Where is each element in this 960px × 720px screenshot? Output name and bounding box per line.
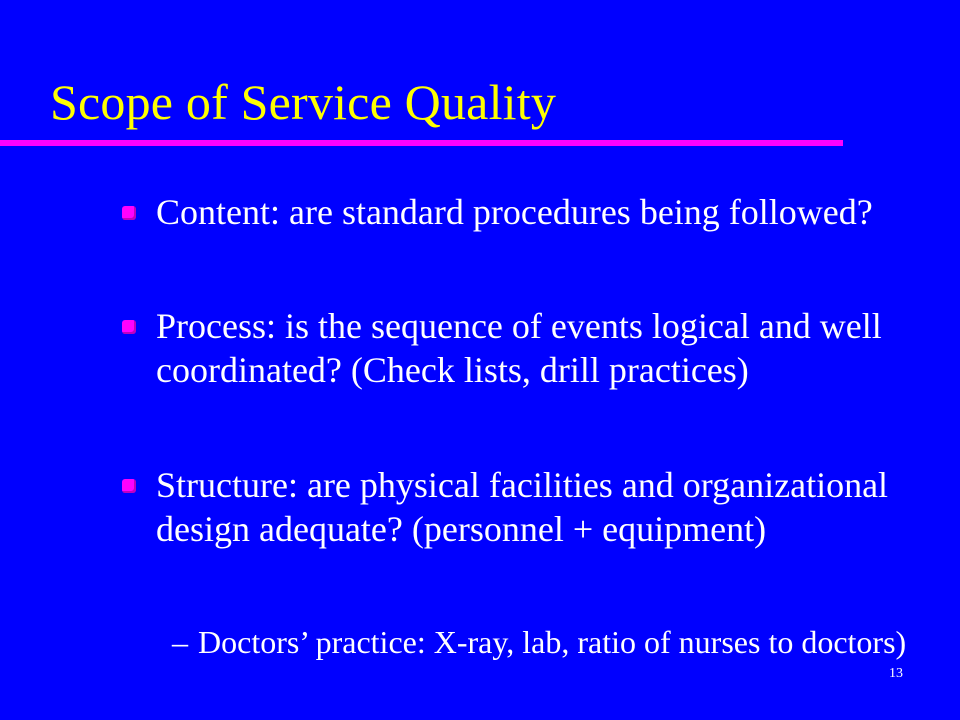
bullet-item-process [156,304,916,392]
bullet-text: Structure: are physical facilities and organizational design adequate? (personnel + equipment) [156,465,889,549]
title-underline [0,140,843,146]
bullet-marker-icon [122,320,136,334]
bullet-marker-icon [122,479,136,493]
sub-bullet-text: Doctors’ practice: X-ray, lab, ratio of nurses to doctors) [198,624,907,660]
bullet-item-content [156,190,916,234]
bullet-marker-icon [122,206,136,220]
bullet-item-structure [156,463,916,551]
bullet-text: Process: is the sequence of events logical and well coordinated? (Check lists, drill practices) [156,306,882,390]
sub-bullet-dash: – [172,624,188,660]
bullet-text: Content: are standard procedures being followed? [156,192,873,232]
slide-title: Scope of Service Quality [50,74,557,130]
page-number: 13 [889,666,903,681]
sub-bullet-item [172,622,918,662]
